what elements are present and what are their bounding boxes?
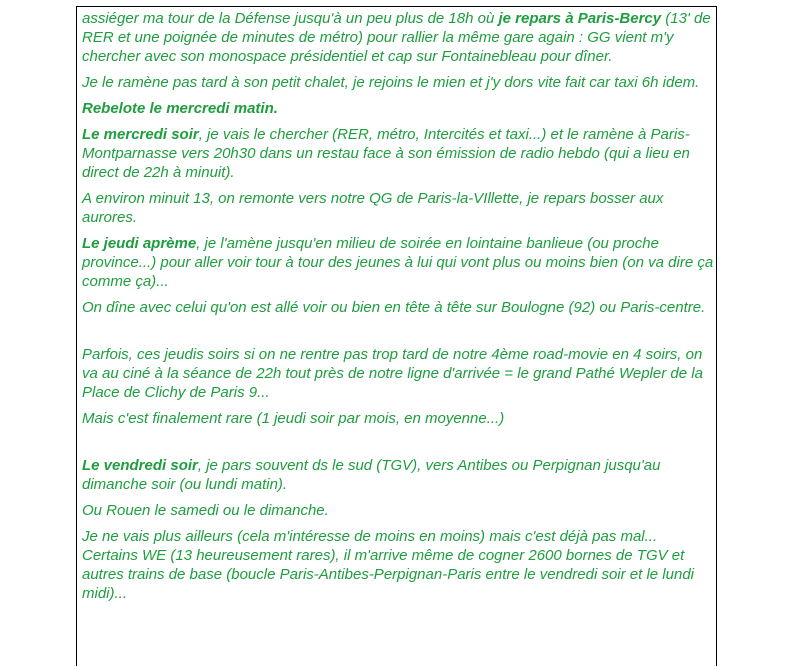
paragraph: Le vendredi soir, je pars souvent ds le sud (TGV), vers Antibes ou Perpignan jusqu'au dimanche soir (ou lundi matin). bbox=[82, 457, 661, 493]
paragraph: Je ne vais plus ailleurs (cela m'intéresse de moins en moins) mais c'est déjà pas mal... Certains WE (13 heureusement rares), il m'arrive même de cogner 2600 bornes de TGV et autres trains de base (boucle Paris-Antibes-Perpignan-Paris entre le vendredi soir et le lundi midi)... bbox=[82, 528, 694, 602]
paragraph: Le mercredi soir, je vais le chercher (RER, métro, Intercités et taxi...) et le ramène à Paris-Montparnasse vers 20h30 dans un restau face à son émission de radio hebdo (qui a lieu en direct de 22h à minuit). bbox=[82, 126, 690, 181]
paragraph: On dîne avec celui qu'on est allé voir ou bien en tête à tête sur Boulogne (92) ou Paris-centre. bbox=[82, 299, 706, 316]
blank-line bbox=[82, 324, 714, 345]
paragraph: Parfois, ces jeudis soirs si on ne rentre pas trop tard de notre 4ème road-movie en 4 soirs, on va au ciné à la séance de 22h tout près de notre ligne d'arrivée = le grand Pathé Wepler de la Place de Clichy de Paris 9... bbox=[82, 346, 703, 401]
document-body bbox=[82, 9, 714, 610]
paragraph: Je le ramène pas tard à son petit chalet, je rejoins le mien et j'y dors vite fait car taxi 6h idem. bbox=[82, 74, 700, 91]
blank-line bbox=[82, 435, 714, 456]
paragraph: A environ minuit 13, on remonte vers notre QG de Paris-la-VIllette, je repars bosser aux aurores. bbox=[82, 190, 664, 226]
paragraph: Le jeudi aprème, je l'amène jusqu'en milieu de soirée en lointaine banlieue (ou proche province...) pour aller voir tour à tour des jeunes à lui qui vont plus ou moins bien (on va dire ça comme ça)... bbox=[82, 235, 714, 290]
paragraph: Rebelote le mercredi matin. bbox=[82, 100, 278, 117]
paragraph: Mais c'est finalement rare (1 jeudi soir par mois, en moyenne...) bbox=[82, 410, 505, 427]
paragraph: Ou Rouen le samedi ou le dimanche. bbox=[82, 502, 329, 519]
paragraph: assiéger ma tour de la Défense jusqu'à un peu plus de 18h où je repars à Paris-Bercy (13' de RER et une poignée de minutes de métro) pour rallier la même gare again : GG vient m'y chercher avec son monospace présidentiel et cap sur Fontainebleau pour dîner. bbox=[82, 10, 711, 65]
